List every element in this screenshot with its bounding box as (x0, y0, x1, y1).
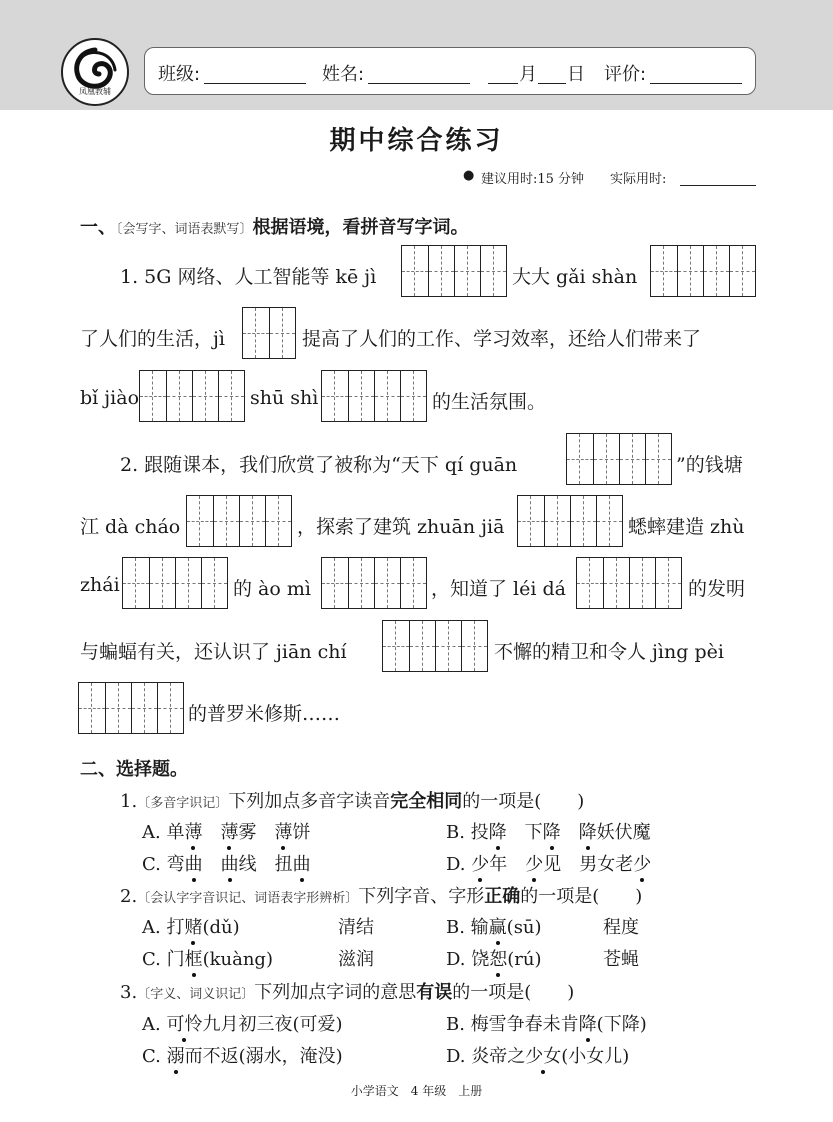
class-field[interactable] (204, 83, 306, 84)
section1-heading: 一、〔会写字、词语表默写〕根据语境，看拼音写字词。 (80, 217, 469, 238)
q2-text: 与蝙蝠有关，还认识了 jiān chí (80, 641, 347, 663)
section2-heading: 二、选择题。 (80, 759, 188, 780)
q2-text: 不懈的精卫和令人 jìng pèi (494, 641, 724, 663)
suggested-time: 建议用时:15 分钟 (481, 172, 585, 187)
s2-q1-stem: 1.〔多音字识记〕下列加点多音字读音完全相同的一项是( ) (120, 791, 585, 812)
q2-text: 的普罗米修斯…… (188, 703, 341, 725)
answer-grid[interactable] (517, 495, 623, 547)
s2-q1-option-d[interactable]: D. 少年 少见 男女老少 (446, 854, 652, 875)
s2-q2-option-d-word: 苍蝇 (603, 949, 639, 970)
name-label: 姓名: (322, 64, 365, 85)
section1-tag: 〔会写字、词语表默写〕 (116, 222, 253, 237)
answer-grid[interactable] (321, 557, 427, 609)
s2-q3-stem: 3.〔字义、词义识记〕下列加点字词的意思有误的一项是( ) (120, 982, 575, 1003)
s2-q1-option-b[interactable]: B. 投降 下降 降妖伏魔 (446, 822, 651, 843)
student-info-box (144, 47, 756, 95)
timer-icon: ● (463, 168, 475, 183)
answer-grid[interactable] (382, 620, 488, 672)
day-field[interactable] (538, 83, 566, 84)
q2-text: ，探索了建筑 zhuān jiā (297, 516, 505, 538)
s2-q2-option-d[interactable]: D. 饶恕(rú) (446, 949, 542, 970)
q1-text: 大大 gǎi shàn (512, 266, 638, 288)
month-label: 月 (519, 64, 537, 85)
page-footer: 小学语文 4 年级 上册 (350, 1084, 483, 1098)
q1-text: 的生活氛围。 (432, 391, 547, 413)
day-label: 日 (567, 64, 585, 85)
q2-text: 蟋蟀建造 zhù (628, 516, 745, 538)
answer-grid[interactable] (78, 682, 184, 734)
s2-q3-option-a[interactable]: A. 可怜九月初三夜(可爱) (142, 1014, 343, 1035)
actual-time-label: 实际用时: (610, 172, 667, 187)
q1-text: 了人们的生活，jì (80, 328, 225, 350)
q2-text: 的 ào mì (233, 578, 311, 600)
page-title: 期中综合练习 (329, 126, 504, 156)
answer-grid[interactable] (566, 433, 672, 485)
q2-text: zhái (80, 574, 120, 596)
month-field[interactable] (488, 83, 518, 84)
answer-grid[interactable] (139, 370, 245, 422)
answer-grid[interactable] (650, 245, 756, 297)
name-field[interactable] (368, 83, 470, 84)
q1-text: 提高了人们的工作、学习效率，还给人们带来了 (302, 328, 702, 350)
logo-text: 凤凰教辅 (79, 87, 111, 96)
answer-grid[interactable] (122, 557, 228, 609)
answer-grid[interactable] (321, 370, 427, 422)
actual-time-field[interactable] (680, 185, 756, 186)
s2-q3-option-c[interactable]: C. 溺而不返(溺水，淹没) (142, 1046, 343, 1067)
q1-text: shū shì (250, 387, 319, 409)
rating-label: 评价: (604, 64, 647, 85)
q2-text: 的发明 (688, 578, 746, 600)
s2-q2-option-a-word: 清结 (338, 917, 374, 938)
q1-text: 1. 5G 网络、人工智能等 kē jì (120, 266, 377, 288)
s2-q1-option-c[interactable]: C. 弯曲 曲线 扭曲 (142, 854, 311, 875)
answer-grid[interactable] (401, 245, 507, 297)
q1-text: bǐ jiào (80, 387, 140, 409)
q2-text: ，知道了 léi dá (431, 578, 566, 600)
s2-q2-option-c-word: 滋润 (338, 949, 374, 970)
s2-q2-stem: 2.〔会认字字音识记、词语表字形辨析〕下列字音、字形正确的一项是( ) (120, 886, 643, 907)
s2-q2-option-b[interactable]: B. 输赢(sū) (446, 917, 542, 938)
q2-text: 江 dà cháo (80, 516, 181, 538)
s2-q1-option-a[interactable]: A. 单薄 薄雾 薄饼 (142, 822, 311, 843)
s2-q3-option-b[interactable]: B. 梅雪争春未肯降(下降) (446, 1014, 647, 1035)
answer-grid[interactable] (186, 495, 292, 547)
class-label: 班级: (158, 64, 201, 85)
s2-q3-option-d[interactable]: D. 炎帝之少女(小女儿) (446, 1046, 630, 1067)
s2-q2-option-c[interactable]: C. 门框(kuàng) (142, 949, 273, 970)
q2-text: 2. 跟随课本，我们欣赏了被称为“天下 qí guān (120, 454, 518, 476)
rating-field[interactable] (650, 83, 742, 84)
answer-grid[interactable] (242, 307, 296, 359)
answer-grid[interactable] (576, 557, 682, 609)
s2-q2-option-b-word: 程度 (603, 917, 639, 938)
q2-text: ”的钱塘 (676, 454, 743, 476)
s2-q2-option-a[interactable]: A. 打赌(dǔ) (142, 917, 240, 938)
